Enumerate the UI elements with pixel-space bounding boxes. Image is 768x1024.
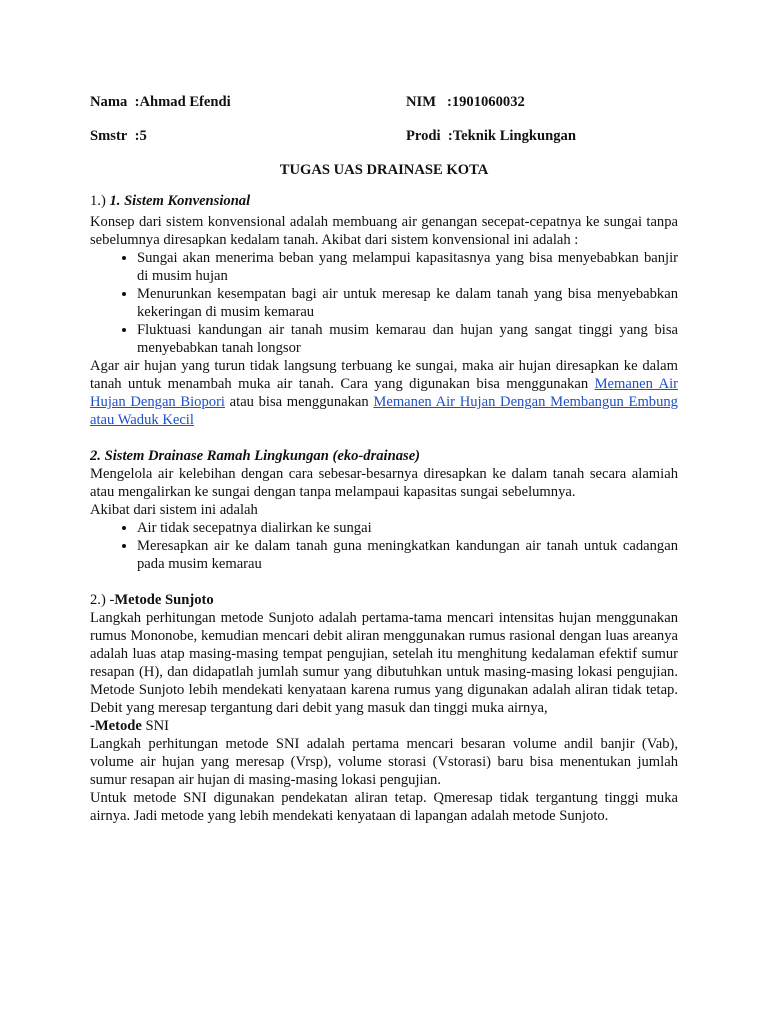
section1-intro: Konsep dari sistem konvensional adalah membuang air genangan secepat-cepatnya ke sungai tanpa sebelumnya diresapkan kedalam tanah. Akibat dari sistem konvensional ini adalah :	[90, 214, 678, 248]
prodi-value: :Teknik Lingkungan	[447, 128, 576, 144]
smstr-value: :5	[134, 128, 147, 144]
list-item: • Sungai akan menerima beban yang melampui kapasitasnya yang bisa menyebabkan banjir di musim hujan	[137, 249, 678, 285]
section3-number: 2.) -	[90, 592, 115, 608]
section1-bullets	[90, 249, 678, 357]
embung-link[interactable]: Memanen Air Hujan Dengan Membangun Embung atau Waduk Kecil	[90, 394, 678, 428]
prodi-field	[406, 127, 576, 145]
name-field	[90, 93, 231, 111]
conclusion-paragraph: Untuk metode SNI digunakan pendekatan aliran tetap. Qmeresap tidak tergantung tinggi muka airnya. Jadi metode yang lebih mendekati kenyataan di lapangan adalah metode Sunjoto.	[90, 790, 678, 824]
sunjoto-title: Metode Sunjoto	[114, 592, 214, 608]
name-value: :Ahmad Efendi	[134, 94, 231, 110]
smstr-label: Smstr	[90, 128, 128, 144]
list-item: • Air tidak secepatnya dialirkan ke sungai	[137, 519, 678, 537]
document-body	[90, 192, 678, 825]
nim-field	[406, 93, 525, 111]
sni-title-rest: SNI	[145, 718, 170, 734]
section2-akibat: Akibat dari sistem ini adalah	[90, 502, 258, 518]
document-title: TUGAS UAS DRAINASE KOTA	[279, 162, 489, 178]
biopori-link[interactable]: Memanen Air Hujan Dengan Biopori	[90, 376, 678, 410]
section1-para-start: Agar air hujan yang turun tidak langsung terbuang ke sungai, maka air hujan diresapkan ke dalam tanah untuk menambah muka air tanah. Cara yang digunakan bisa menggunakan	[90, 358, 678, 392]
list-item: • Menurunkan kesempatan bagi air untuk meresap ke dalam tanah yang bisa menyebabkan kekeringan di musim kemarau	[137, 285, 678, 321]
section1-title: 1. Sistem Konvensional	[109, 193, 251, 209]
prodi-label: Prodi	[406, 128, 441, 144]
nim-value: :1901060032	[446, 94, 525, 110]
sni-heading	[90, 717, 678, 735]
section1-para-mid: atau bisa menggunakan	[229, 394, 369, 410]
sunjoto-paragraph: Langkah perhitungan metode Sunjoto adalah pertama-tama mencari intensitas hujan menggunakan rumus Mononobe, kemudian mencari debit aliran menggunakan rumus rasional dengan luas areanya adalah luas atap masing-masing tempat pengujian, setelah itu menghitung kedalaman efektif sumur resapan (H), dan didapatlah jumlah sumur yang dibutuhkan untuk masing-masing lokasi pengujian. Metode Sunjoto lebih mendekati kenyataan karena rumus yang digunakan adalah aliran tidak tetap. Debit yang meresap tergantung dari debit yang masuk dan tinggi muka airnya,	[90, 610, 678, 716]
list-item: • Fluktuasi kandungan air tanah musim kemarau dan hujan yang sangat tinggi yang bisa menyebabkan tanah longsor	[137, 321, 678, 357]
list-item: • Meresapkan air ke dalam tanah guna meningkatkan kandungan air tanah untuk cadangan pada musim kemarau	[137, 537, 678, 573]
sni-title-bold: -Metode	[90, 718, 142, 734]
section1-heading	[90, 192, 678, 210]
section1-number: 1.)	[90, 193, 106, 209]
section2-heading: 2. Sistem Drainase Ramah Lingkungan (eko-drainase)	[90, 448, 421, 464]
section2-bullets	[90, 519, 678, 573]
smstr-field	[90, 127, 147, 145]
nim-label: NIM	[406, 94, 436, 110]
section3-heading	[90, 591, 678, 609]
name-label: Nama	[90, 94, 128, 110]
section2-intro: Mengelola air kelebihan dengan cara sebesar-besarnya diresapkan ke dalam tanah secara alamiah atau mengalirkan ke sungai dengan tanpa melampaui kapasitas sungai sebelumnya.	[90, 466, 678, 500]
sni-paragraph: Langkah perhitungan metode SNI adalah pertama mencari besaran volume andil banjir (Vab), volume air hujan yang meresap (Vrsp), volume storasi (Vstorasi) baru bisa menentukan jumlah sumur resapan air hujan di masing-masing lokasi pengujian.	[90, 736, 678, 788]
section1-paragraph	[90, 357, 678, 429]
